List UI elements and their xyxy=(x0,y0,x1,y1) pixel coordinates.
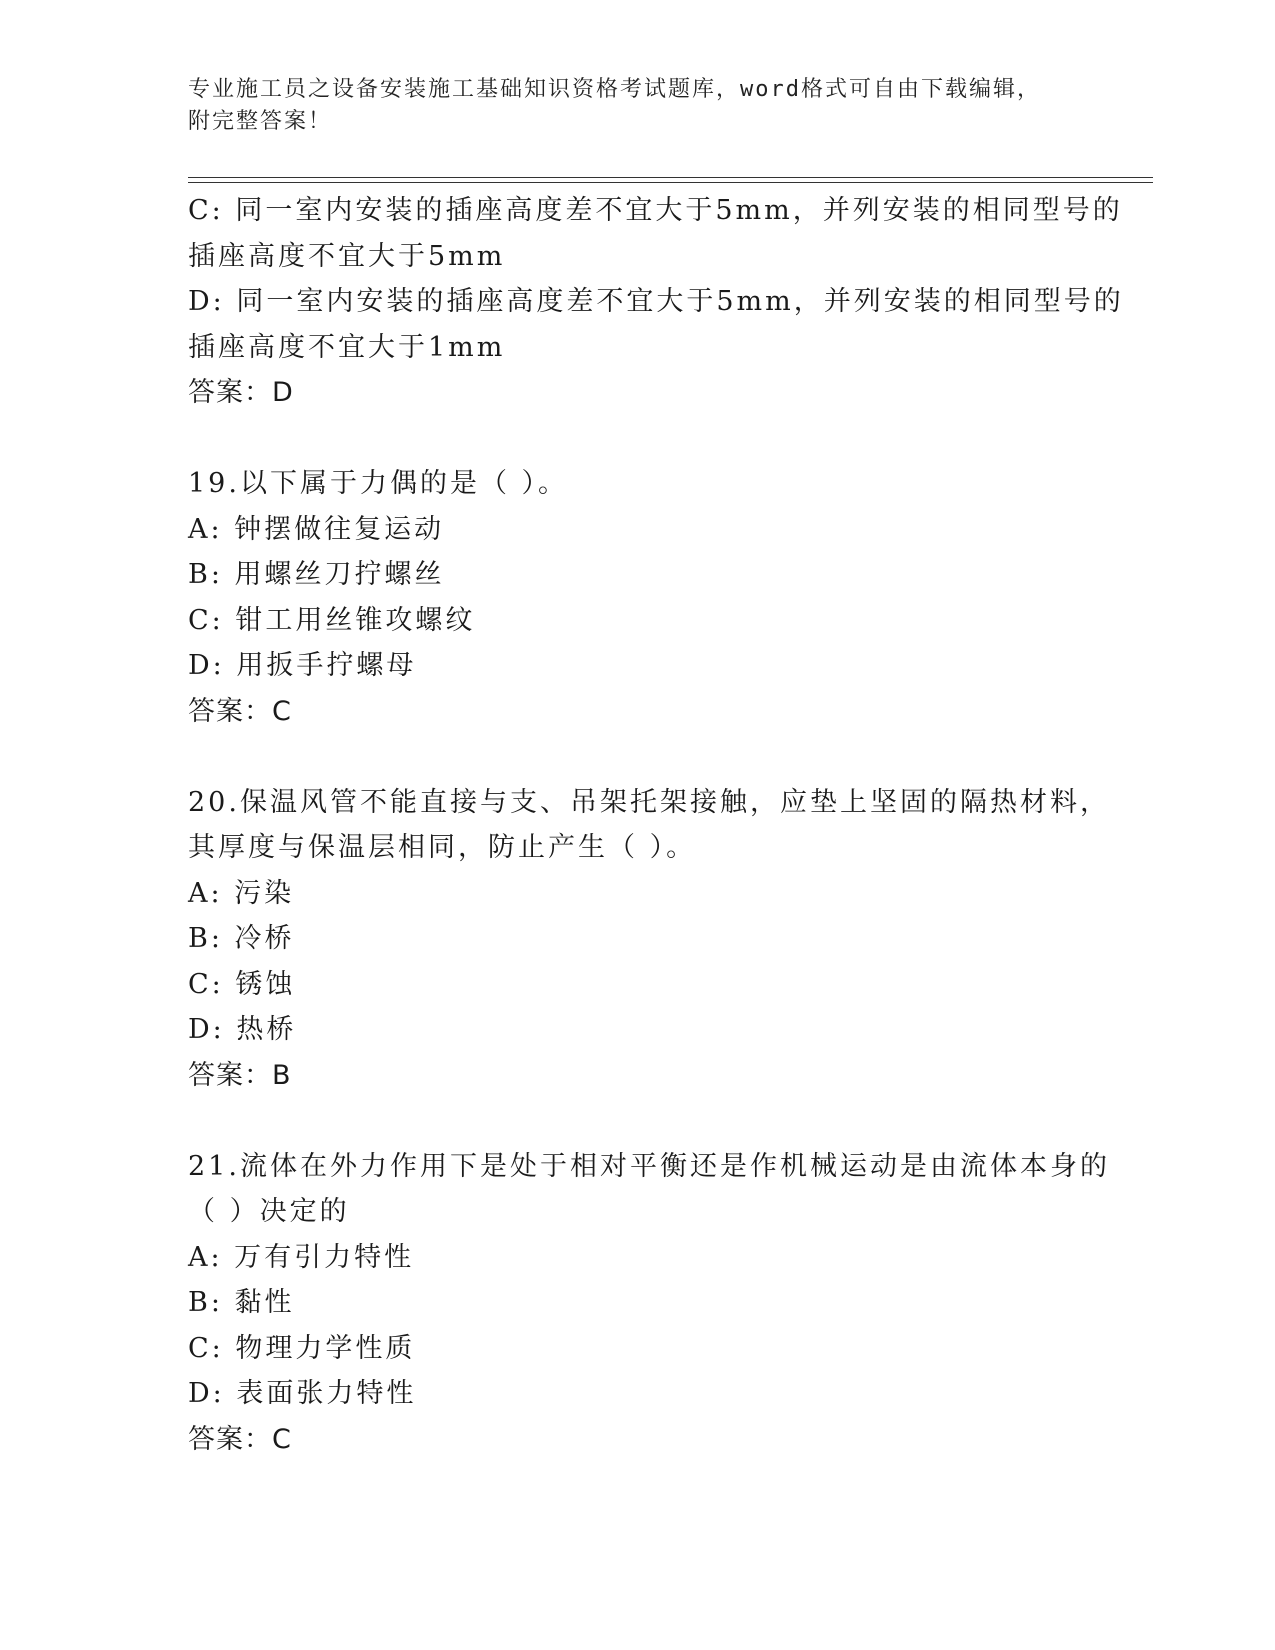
question-18-continued xyxy=(188,188,1148,416)
option-c-line-1: C: 同一室内安装的插座高度差不宜大于5mm，并列安装的相同型号的 xyxy=(188,195,1123,226)
header-rule-bottom xyxy=(188,182,1153,183)
option-a: A: 污染 xyxy=(188,877,295,909)
option-c-line-2: 插座高度不宜大于5mm xyxy=(188,240,506,272)
question-stem-line-1: 20.保温风管不能直接与支、吊架托架接触，应垫上坚固的隔热材料， xyxy=(188,786,1110,818)
question-stem-line-2: （ ）决定的 xyxy=(188,1196,350,1227)
question-21 xyxy=(188,1144,1148,1463)
document-body xyxy=(188,188,1148,1462)
answer-line: 答案：D xyxy=(188,377,294,408)
option-c: C: 锈蚀 xyxy=(188,968,296,1000)
option-b: B: 冷桥 xyxy=(188,923,295,954)
spacer xyxy=(188,1098,1148,1144)
option-d-line-1: D: 同一室内安装的插座高度差不宜大于5mm，并列安装的相同型号的 xyxy=(188,286,1124,317)
option-c: C: 物理力学性质 xyxy=(188,1332,416,1364)
question-stem-line-1: 21.流体在外力作用下是处于相对平衡还是作机械运动是由流体本身的 xyxy=(188,1150,1110,1182)
spacer xyxy=(188,416,1148,462)
answer-line: 答案：C xyxy=(188,695,292,727)
spacer xyxy=(188,734,1148,780)
page-header xyxy=(188,74,1068,138)
question-stem: 19.以下属于力偶的是（ ）。 xyxy=(188,468,569,499)
answer-line: 答案：C xyxy=(188,1423,292,1455)
option-b: B: 用螺丝刀拧螺丝 xyxy=(188,559,445,590)
header-line-1: 专业施工员之设备安装施工基础知识资格考试题库，word格式可自由下载编辑， xyxy=(188,77,1041,102)
question-stem-line-2: 其厚度与保温层相同，防止产生（ ）。 xyxy=(188,832,697,863)
option-d-line-2: 插座高度不宜大于1mm xyxy=(188,331,506,363)
question-19 xyxy=(188,461,1148,734)
option-d: D: 热桥 xyxy=(188,1014,297,1045)
option-b: B: 黏性 xyxy=(188,1287,295,1318)
option-c: C: 钳工用丝锥攻螺纹 xyxy=(188,604,476,636)
option-d: D: 表面张力特性 xyxy=(188,1378,417,1409)
option-d: D: 用扳手拧螺母 xyxy=(188,650,417,681)
header-line-2: 附完整答案！ xyxy=(188,109,333,134)
answer-line: 答案：B xyxy=(188,1059,292,1091)
question-20 xyxy=(188,780,1148,1099)
option-a: A: 钟摆做往复运动 xyxy=(188,513,445,545)
header-rule-top xyxy=(188,177,1153,178)
option-a: A: 万有引力特性 xyxy=(188,1241,415,1273)
